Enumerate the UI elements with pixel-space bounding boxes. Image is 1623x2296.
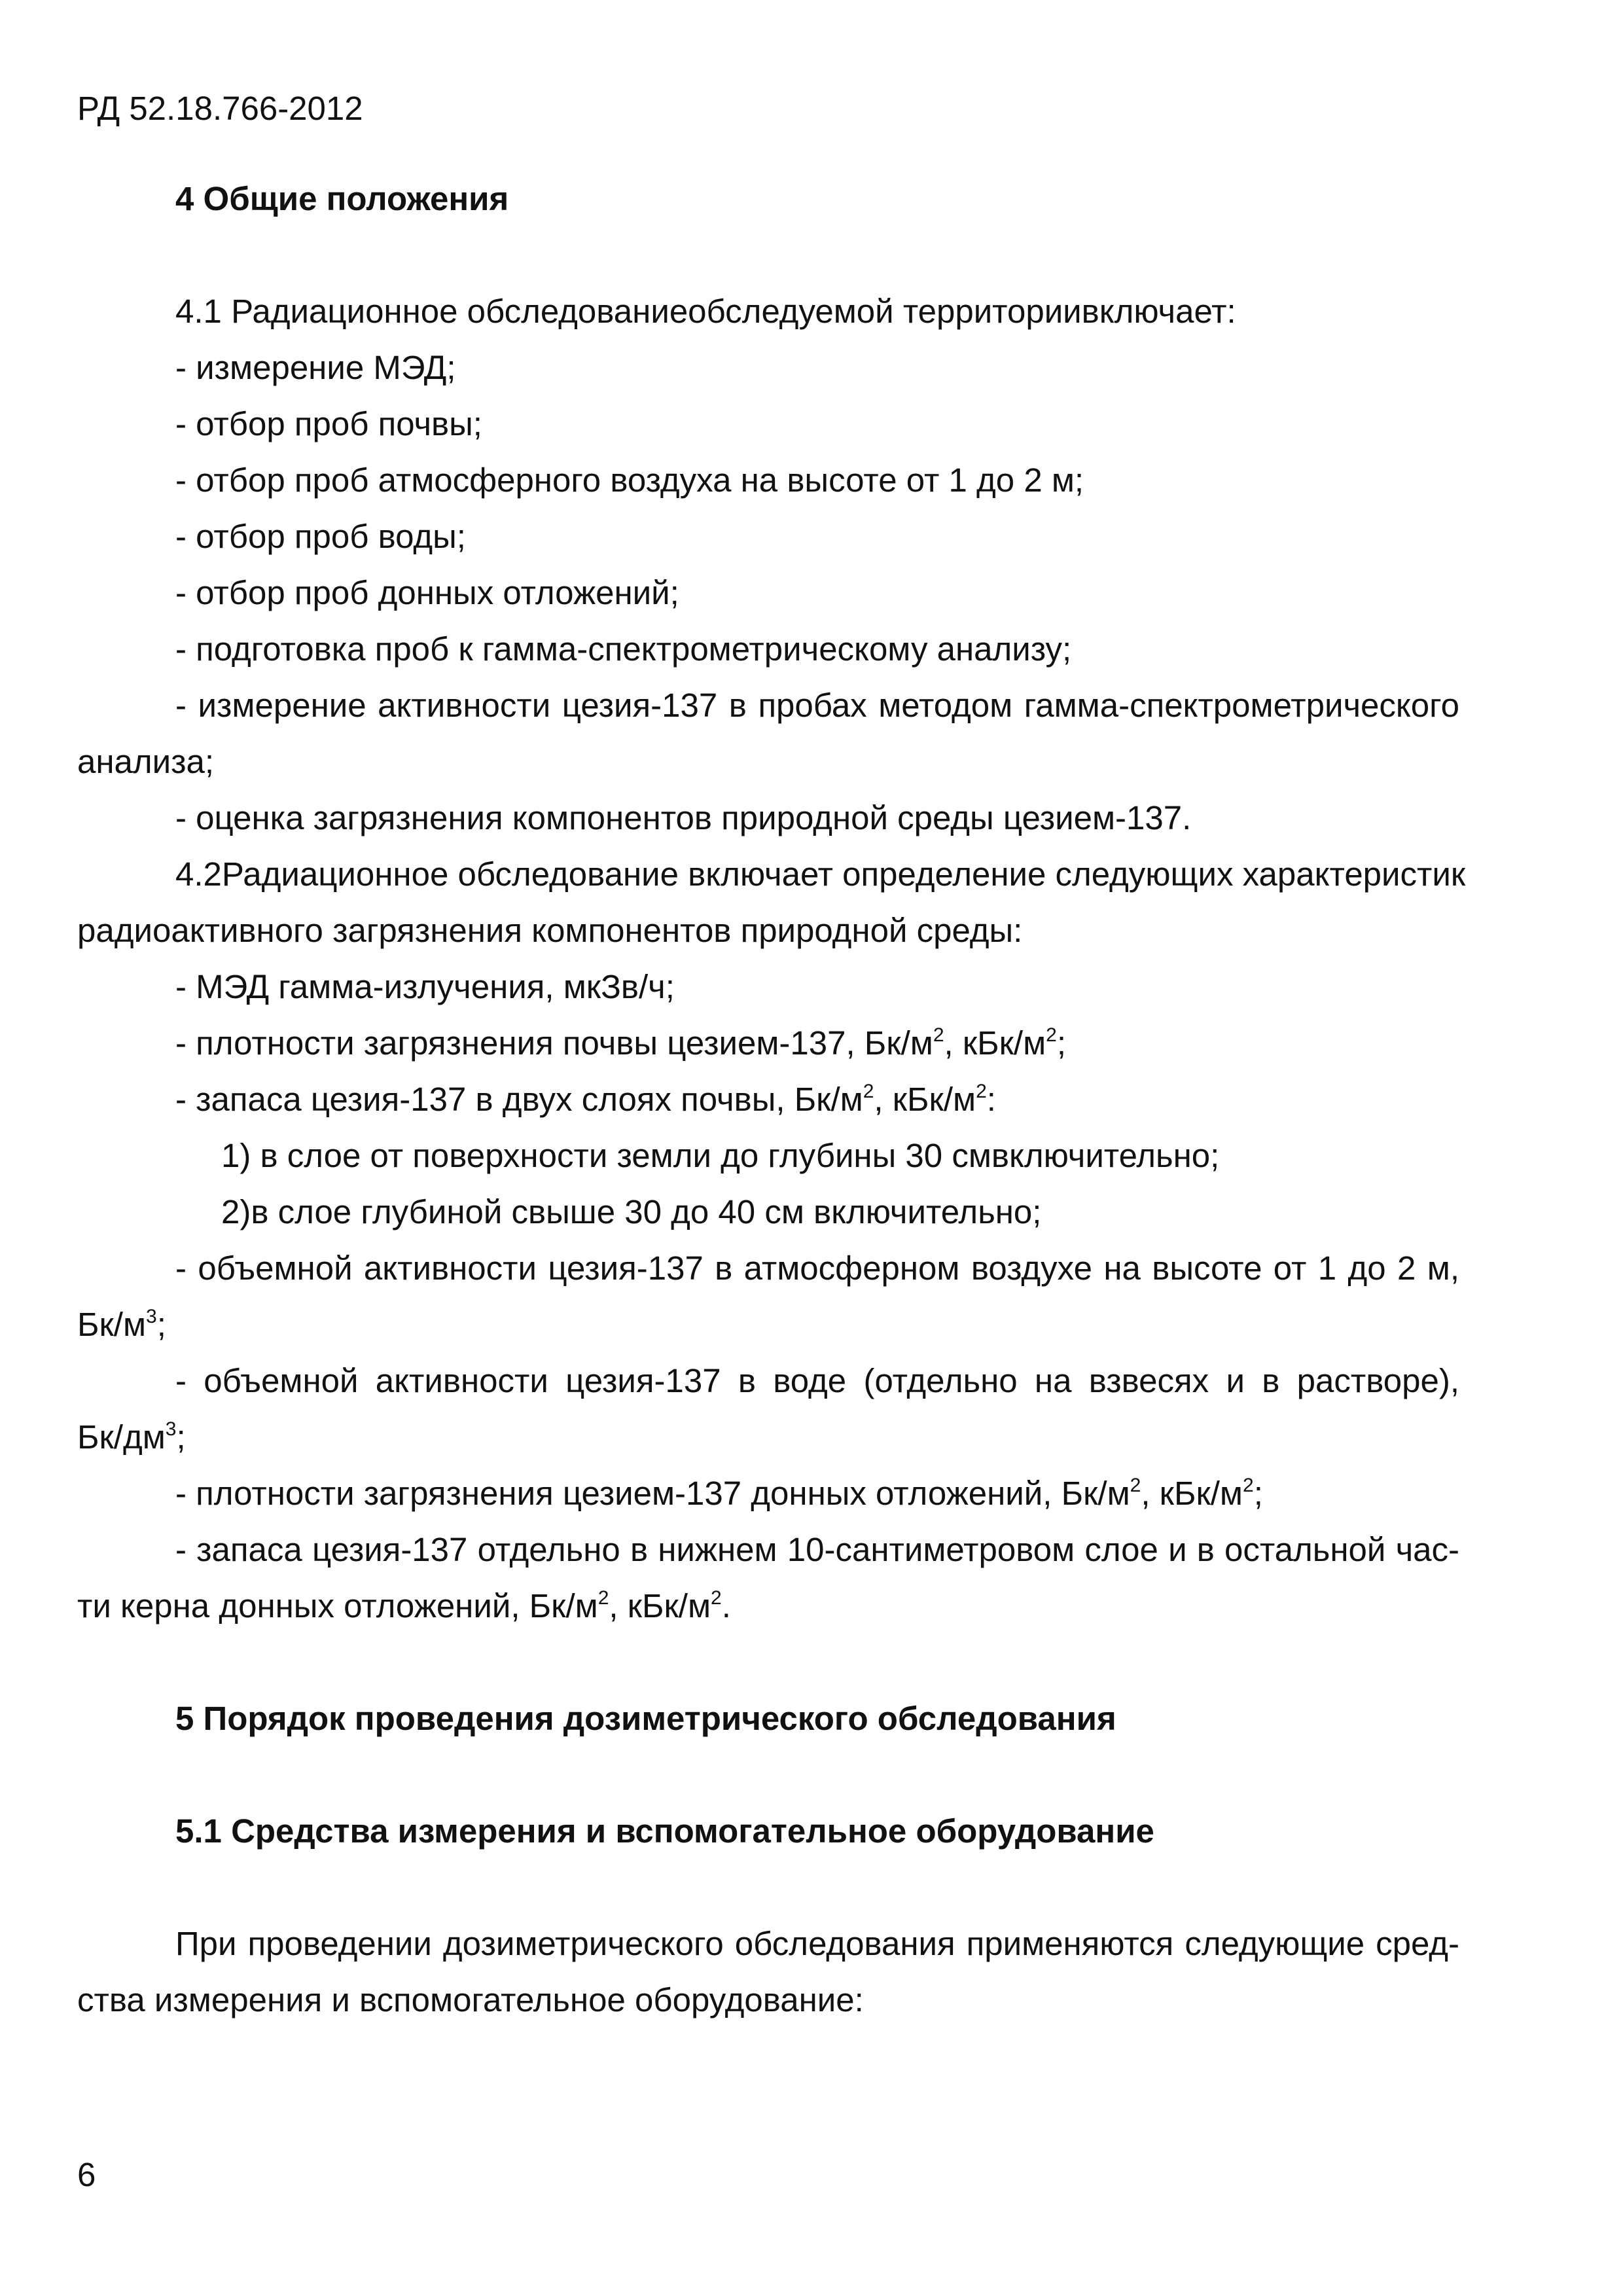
list-item: - плотности загрязнения цезием-137 донных отложений, $Бк/м^2$, кБк/$м^2$;	[175, 1475, 1263, 1512]
paragraph-4-1-intro: 4.1 Радиационное обследованиеобследуемой территориивключает:	[175, 293, 1236, 330]
sub-list-item: 1) в слое от поверхности земли до глубины 30 смвключительно;	[221, 1137, 1220, 1174]
list-item-continuation: анализа;	[77, 743, 215, 780]
list-item: - запаса цезия-137 в двух слоях почвы, $Бк/м^2$, кБк/$м^2$:	[175, 1081, 996, 1118]
section-5-1-heading: 5.1 Средства измерения и вспомогательное оборудование	[175, 1812, 1154, 1850]
list-item: - измерение активности цезия-137 в пробах методом гамма-спектрометрического	[175, 687, 1459, 724]
list-item: - оценка загрязнения компонентов природной среды цезием-137.	[175, 799, 1192, 836]
list-item-continuation: $Бк/м^3$;	[77, 1306, 166, 1343]
document-code: РД 52.18.766-2012	[77, 90, 363, 127]
list-item: - МЭД гамма-излучения, мкЗв/ч;	[175, 968, 675, 1005]
paragraph-5-1-line-1: При проведении дозиметрического обследования применяются следующие сред-	[175, 1925, 1459, 1962]
list-item: - объемной активности цезия-137 в воде (отдельно на взвесях и в растворе),	[175, 1362, 1459, 1399]
list-item: - плотности загрязнения почвы цезием-137, $Бк/м^2$, кБк/$м^2$;	[175, 1024, 1067, 1062]
sub-list-item: 2)в слое глубиной свыше 30 до 40 см включительно;	[221, 1193, 1042, 1230]
list-item-continuation: ти керна донных отложений, $Бк/м^2$, кБк/$м^2$.	[77, 1587, 731, 1624]
paragraph-4-2-line-1: 4.2Радиационное обследование включает определение следующих характеристик	[175, 855, 1466, 893]
list-item: - отбор проб почвы;	[175, 405, 482, 442]
list-item: - подготовка проб к гамма-спектрометрическому анализу;	[175, 630, 1072, 668]
list-item: - отбор проб донных отложений;	[175, 574, 679, 611]
list-item: - объемной активности цезия-137 в атмосферном воздухе на высоте от 1 до 2 м,	[175, 1249, 1459, 1287]
page-number: 6	[77, 2156, 96, 2193]
paragraph-5-1-line-2: ства измерения и вспомогательное оборудование:	[77, 1981, 864, 2018]
section-4-heading: 4 Общие положения	[175, 180, 509, 217]
list-item: - отбор проб воды;	[175, 518, 466, 555]
list-item: - запаса цезия-137 отдельно в нижнем 10-сантиметровом слое и в остальной час-	[175, 1531, 1459, 1568]
section-5-heading: 5 Порядок проведения дозиметрического обследования	[175, 1700, 1116, 1737]
list-item-continuation: $Бк/дм^3$;	[77, 1418, 186, 1456]
paragraph-4-2-line-2: радиоактивного загрязнения компонентов природной среды:	[77, 912, 1023, 949]
list-item: - отбор проб атмосферного воздуха на высоте от 1 до 2 м;	[175, 461, 1084, 499]
list-item: - измерение МЭД;	[175, 349, 456, 386]
